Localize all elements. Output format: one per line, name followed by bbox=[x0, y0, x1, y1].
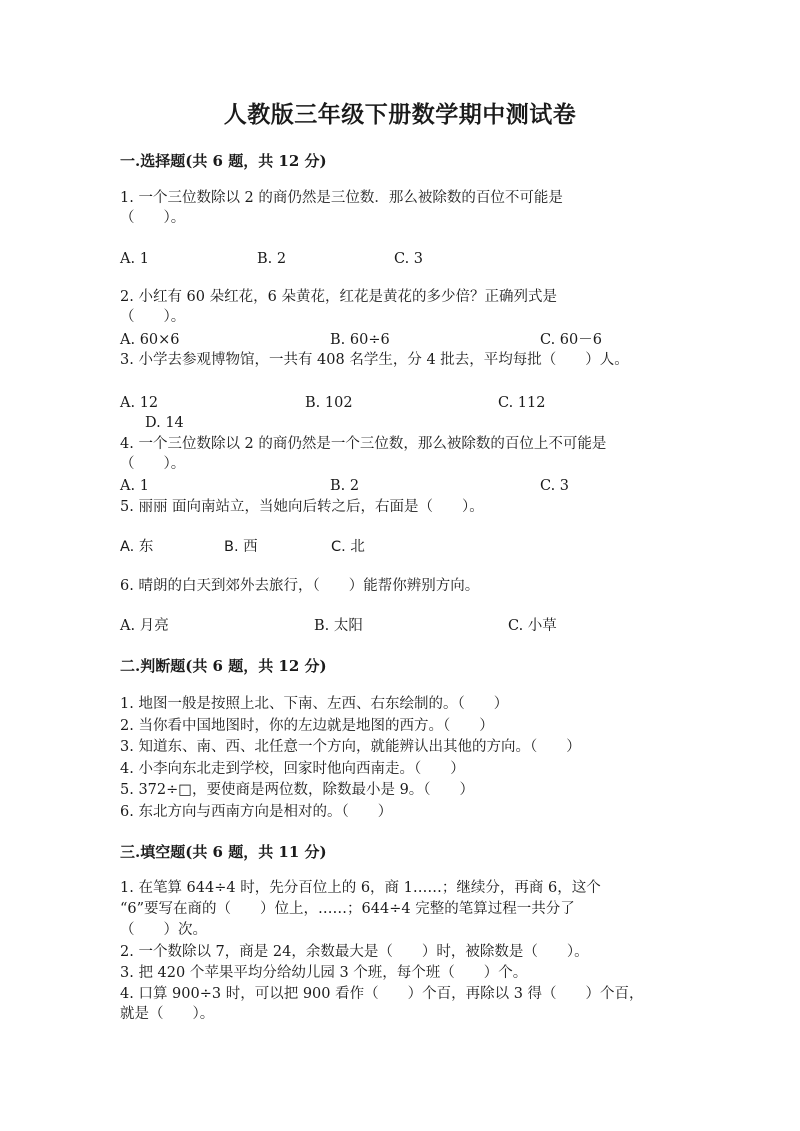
list-item: 5. 372÷□，要使商是两位数，除数最小是 9。（ ） bbox=[120, 782, 475, 798]
list-item: 3. 知道东、南、西、北任意一个方向，就能辨认出其他的方向。（ ） bbox=[120, 739, 581, 755]
option-a: A. 1 bbox=[120, 251, 149, 267]
option-c: C. 112 bbox=[498, 395, 546, 411]
option-b: B. 102 bbox=[305, 395, 353, 411]
question-text: 2. 一个数除以 7，商是 24，余数最大是（ ）时，被除数是（ ）。 bbox=[120, 944, 589, 960]
list-item: 1. 地图一般是按照上北、下南、左西、右东绘制的。（ ） bbox=[120, 696, 509, 712]
option-b: B. 2 bbox=[257, 251, 287, 267]
option-c: C. 北 bbox=[331, 539, 365, 555]
option-b: B. 2 bbox=[330, 478, 360, 494]
option-a: A. 12 bbox=[120, 395, 159, 411]
question-text: “6”要写在商的（ ）位上，……；644÷4 完整的笔算过程一共分了 bbox=[120, 901, 575, 917]
option-a: A. 60×6 bbox=[120, 332, 180, 348]
option-c: C. 小草 bbox=[508, 618, 557, 634]
list-item: 2. 当你看中国地图时，你的左边就是地图的西方。（ ） bbox=[120, 718, 494, 734]
section-heading-judgement: 二.判断题(共 6 题，共 12 分) bbox=[120, 657, 327, 675]
list-item: 6. 东北方向与西南方向是相对的。（ ） bbox=[120, 804, 393, 820]
option-b: B. 西 bbox=[224, 539, 258, 555]
question-text: 5. 丽丽 面向南站立，当她向后转之后，右面是（ ）。 bbox=[120, 499, 484, 515]
option-c: C. 3 bbox=[394, 251, 424, 267]
question-text: 就是（ ）。 bbox=[120, 1006, 215, 1022]
question-text: 3. 小学去参观博物馆，一共有 408 名学生，分 4 批去，平均每批（ ）人。 bbox=[120, 352, 629, 368]
question-text: （ ）。 bbox=[120, 456, 186, 472]
question-text: 6. 晴朗的白天到郊外去旅行，（ ）能帮你辨别方向。 bbox=[120, 578, 480, 594]
question-text: 1. 在笔算 644÷4 时，先分百位上的 6，商 1……；继续分，再商 6，这个 bbox=[120, 880, 601, 896]
option-c: C. 3 bbox=[540, 478, 570, 494]
question-text: 4. 一个三位数除以 2 的商仍然是一个三位数，那么被除数的百位上不可能是 bbox=[120, 436, 607, 452]
question-text: （ ）次。 bbox=[120, 922, 207, 938]
option-b: B. 太阳 bbox=[314, 618, 363, 634]
option-d: D. 14 bbox=[145, 415, 184, 431]
section-heading-fill-in: 三.填空题(共 6 题，共 11 分) bbox=[120, 843, 327, 861]
page-title: 人教版三年级下册数学期中测试卷 bbox=[223, 101, 577, 128]
question-text: （ ）。 bbox=[120, 210, 186, 226]
question-text: 1. 一个三位数除以 2 的商仍然是三位数．那么被除数的百位不可能是 bbox=[120, 190, 563, 206]
option-a: A. 1 bbox=[120, 478, 149, 494]
option-b: B. 60÷6 bbox=[330, 332, 390, 348]
option-a: A. 月亮 bbox=[120, 618, 169, 634]
question-text: 2. 小红有 60 朵红花，6 朵黄花，红花是黄花的多少倍？正确列式是 bbox=[120, 289, 557, 305]
list-item: 4. 小李向东北走到学校，回家时他向西南走。（ ） bbox=[120, 761, 465, 777]
section-heading-choice: 一.选择题(共 6 题，共 12 分) bbox=[120, 152, 327, 170]
question-text: 3. 把 420 个苹果平均分给幼儿园 3 个班，每个班（ ）个。 bbox=[120, 965, 528, 981]
question-text: （ ）。 bbox=[120, 309, 186, 325]
option-a: A. 东 bbox=[120, 539, 154, 555]
option-c: C. 60－6 bbox=[540, 332, 602, 348]
question-text: 4. 口算 900÷3 时，可以把 900 看作（ ）个百，再除以 3 得（ ）个百， bbox=[120, 986, 644, 1002]
